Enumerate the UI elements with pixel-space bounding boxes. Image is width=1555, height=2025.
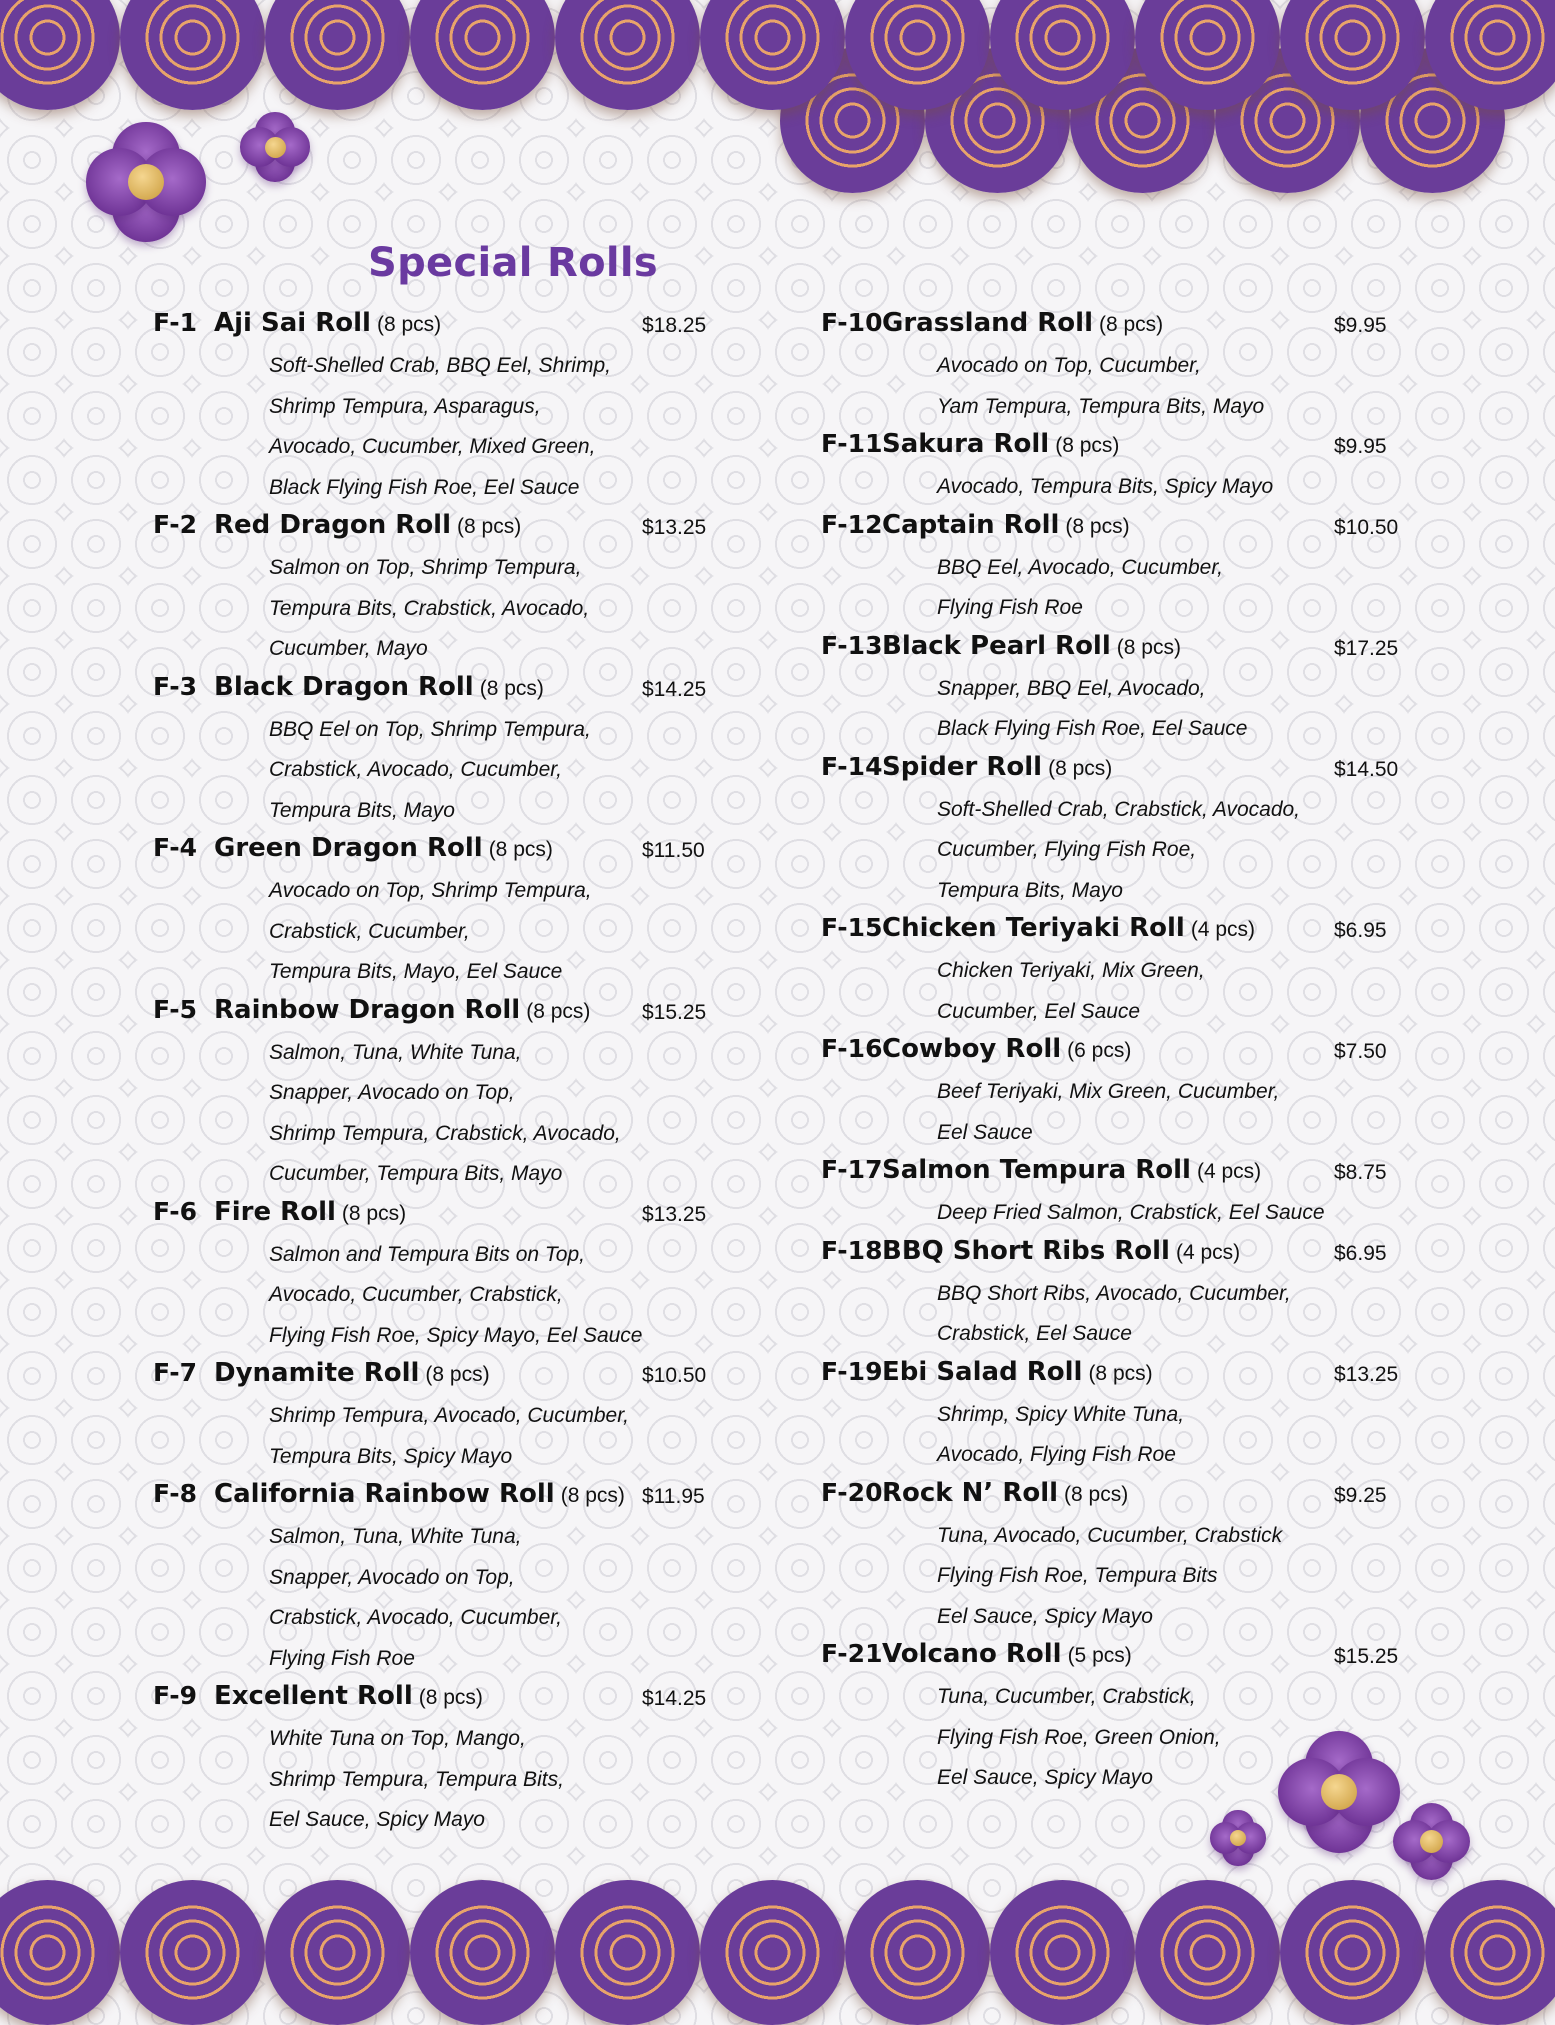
item-code: F-19 [821, 1356, 883, 1386]
item-price: $9.95 [1334, 314, 1387, 337]
item-description [269, 710, 713, 832]
description-line: Snapper, Avocado on Top, [269, 1565, 515, 1589]
item-name-text: Volcano Roll [882, 1639, 1062, 1669]
item-name-text: Cowboy Roll [882, 1034, 1062, 1064]
menu-item [821, 306, 1411, 427]
item-description [937, 1677, 1411, 1799]
item-pieces: (8 pcs) [560, 1484, 625, 1507]
menu-item-header [153, 993, 713, 1033]
item-price: $10.50 [1334, 515, 1399, 539]
item-name-text: Chicken Teriyaki Roll [882, 913, 1185, 943]
item-pieces: (8 pcs) [526, 999, 591, 1023]
description-line: Crabstick, Avocado, Cucumber, [269, 758, 562, 781]
item-description [269, 346, 713, 508]
item-code: F-7 [153, 1358, 198, 1387]
item-description [937, 1193, 1411, 1234]
item-price: $13.25 [642, 1202, 707, 1226]
description-line: Snapper, Avocado on Top, [269, 1081, 515, 1104]
menu-item [153, 831, 713, 993]
item-code: F-1 [153, 308, 198, 337]
item-code: F-20 [821, 1477, 883, 1507]
item-name [214, 990, 590, 1032]
description-line: Cucumber, Mayo [269, 637, 428, 660]
item-name-text: Salmon Tempura Roll [882, 1155, 1191, 1185]
menu-item-header [153, 670, 713, 710]
item-price: $14.25 [642, 677, 707, 701]
menu-item-header [821, 1355, 1411, 1395]
description-line: Eel Sauce, Spicy Mayo [269, 1808, 485, 1831]
item-name [214, 1192, 406, 1234]
item-code: F-18 [821, 1235, 883, 1265]
description-line: Crabstick, Cucumber, [269, 919, 470, 943]
item-code: F-6 [153, 1196, 198, 1226]
item-name-text: California Rainbow Roll [214, 1479, 555, 1509]
concentric-circle-icon [265, 1880, 410, 2025]
menu-item-header [821, 508, 1411, 548]
item-name [214, 828, 553, 870]
item-pieces: (4 pcs) [1196, 1160, 1262, 1183]
menu-item [821, 1355, 1411, 1476]
description-line: Soft-Shelled Crab, Crabstick, Avocado, [937, 797, 1301, 821]
item-name-text: Spider Roll [882, 751, 1043, 782]
item-name [214, 303, 441, 345]
item-price: $11.95 [642, 1485, 705, 1508]
description-line: BBQ Eel, Avocado, Cucumber, [937, 555, 1223, 579]
item-description [937, 669, 1411, 750]
description-line: Yam Tempura, Tempura Bits, Mayo [937, 394, 1265, 418]
concentric-circle-icon [700, 1880, 845, 2025]
item-name [214, 667, 544, 709]
description-line: Avocado, Flying Fish Roe [937, 1443, 1176, 1466]
item-pieces: (4 pcs) [1190, 918, 1255, 941]
item-description [937, 1274, 1411, 1355]
item-pieces: (6 pcs) [1067, 1039, 1132, 1062]
menu-item [153, 993, 713, 1195]
menu-item [821, 1476, 1411, 1638]
menu-item [153, 306, 713, 508]
item-code: F-16 [821, 1034, 883, 1063]
description-line: Chicken Teriyaki, Mix Green, [937, 959, 1205, 982]
description-line: White Tuna on Top, Mango, [269, 1727, 526, 1750]
item-description [269, 548, 713, 670]
description-line: Deep Fried Salmon, Crabstick, Eel Sauce [937, 1201, 1325, 1224]
item-price: $17.25 [1334, 636, 1399, 660]
item-price: $6.95 [1334, 1241, 1387, 1265]
item-name [882, 505, 1130, 547]
description-line: Cucumber, Tempura Bits, Mayo [269, 1162, 563, 1185]
item-price: $14.25 [642, 1687, 707, 1710]
description-line: Beef Teriyaki, Mix Green, Cucumber, [937, 1080, 1280, 1103]
item-code: F-8 [153, 1479, 198, 1508]
item-name [214, 1474, 625, 1516]
item-pieces: (8 pcs) [341, 1201, 407, 1225]
item-pieces: (8 pcs) [1048, 756, 1113, 780]
description-line: Avocado, Tempura Bits, Spicy Mayo [937, 475, 1274, 498]
item-code: F-5 [153, 994, 198, 1024]
menu-item-header [153, 508, 713, 548]
item-description [269, 1033, 713, 1195]
description-line: Salmon and Tempura Bits on Top, [269, 1242, 585, 1266]
item-code: F-15 [821, 913, 883, 942]
item-pieces: (8 pcs) [376, 313, 442, 336]
menu-item [821, 1637, 1411, 1799]
description-line: Crabstick, Eel Sauce [937, 1322, 1132, 1345]
item-description [269, 1719, 713, 1841]
item-name [882, 424, 1119, 466]
menu-item-header [153, 1356, 713, 1396]
description-line: Eel Sauce, Spicy Mayo [937, 1604, 1153, 1628]
menu-item [153, 1356, 713, 1477]
description-line: Cucumber, Eel Sauce [937, 999, 1141, 1023]
menu-item-header [821, 911, 1411, 951]
item-name [214, 505, 521, 547]
item-description [937, 1395, 1411, 1476]
menu-item-header [821, 1234, 1411, 1274]
menu-item [153, 508, 713, 670]
item-code: F-11 [821, 429, 883, 458]
item-name-text: Sakura Roll [882, 429, 1050, 459]
menu-item-header [153, 1477, 713, 1517]
item-name-text: Fire Roll [214, 1196, 336, 1227]
item-name [882, 1473, 1128, 1515]
description-line: Shrimp, Spicy White Tuna, [937, 1402, 1185, 1426]
item-pieces: (8 pcs) [488, 838, 553, 861]
description-line: Shrimp Tempura, Crabstick, Avocado, [269, 1121, 621, 1145]
menu-item [821, 750, 1411, 912]
concentric-circle-icon [555, 0, 700, 110]
item-price: $14.50 [1334, 757, 1399, 781]
menu-column-right [821, 306, 1411, 1799]
menu-item [153, 1679, 713, 1841]
item-name-text: Rock N’ Roll [882, 1477, 1059, 1508]
item-code: F-17 [821, 1155, 883, 1184]
item-price: $18.25 [642, 314, 707, 337]
item-name-text: Black Pearl Roll [882, 630, 1111, 661]
item-name [882, 1150, 1261, 1192]
description-line: BBQ Short Ribs, Avocado, Cucumber, [937, 1281, 1291, 1305]
concentric-circle-icon [990, 1880, 1135, 2025]
item-name-text: Dynamite Roll [214, 1358, 420, 1388]
menu-item [153, 1195, 713, 1357]
item-name-text: BBQ Short Ribs Roll [882, 1235, 1170, 1266]
description-line: Flying Fish Roe [937, 596, 1083, 619]
concentric-circle-icon [410, 1880, 555, 2025]
description-line: Shrimp Tempura, Tempura Bits, [269, 1767, 564, 1791]
item-pieces: (8 pcs) [1065, 514, 1130, 538]
item-pieces: (8 pcs) [1055, 434, 1120, 457]
item-pieces: (5 pcs) [1067, 1644, 1132, 1667]
menu-item-header [821, 306, 1411, 346]
menu-item [821, 1234, 1411, 1355]
description-line: Cucumber, Flying Fish Roe, [937, 838, 1197, 861]
description-line: Tempura Bits, Crabstick, Avocado, [269, 596, 590, 620]
item-name [214, 1353, 490, 1395]
description-line: Avocado on Top, Cucumber, [937, 354, 1201, 377]
description-line: Flying Fish Roe, Tempura Bits [937, 1564, 1218, 1587]
item-name-text: Green Dragon Roll [214, 833, 483, 863]
concentric-circle-icon [0, 1880, 120, 2025]
item-description [937, 467, 1411, 508]
menu-item [821, 629, 1411, 750]
item-description [269, 871, 713, 993]
flower-icon [1210, 1810, 1266, 1866]
description-line: Tuna, Avocado, Cucumber, Crabstick [937, 1523, 1283, 1547]
item-pieces: (8 pcs) [425, 1363, 490, 1386]
menu-item [153, 1477, 713, 1679]
menu-item-header [821, 427, 1411, 467]
description-line: Salmon, Tuna, White Tuna, [269, 1525, 522, 1548]
item-code: F-9 [153, 1681, 198, 1710]
description-line: Snapper, BBQ Eel, Avocado, [937, 676, 1206, 700]
item-price: $6.95 [1334, 919, 1387, 942]
item-price: $15.25 [1334, 1645, 1399, 1668]
menu-item-header [153, 1679, 713, 1719]
item-description [937, 346, 1411, 427]
concentric-circle-icon [120, 1880, 265, 2025]
item-code: F-4 [153, 833, 198, 862]
concentric-circle-icon [1135, 1880, 1280, 2025]
concentric-circle-icon [0, 0, 120, 110]
item-pieces: (8 pcs) [457, 515, 522, 538]
description-line: Flying Fish Roe [269, 1646, 415, 1670]
item-description [269, 1396, 713, 1477]
item-name [882, 1634, 1132, 1676]
item-price: $8.75 [1334, 1161, 1387, 1184]
item-price: $13.25 [642, 516, 707, 539]
item-name-text: Excellent Roll [214, 1681, 413, 1711]
description-line: Avocado, Cucumber, Mixed Green, [269, 435, 596, 458]
menu-item-header [821, 1153, 1411, 1193]
menu-column-left [153, 306, 713, 1841]
description-line: Flying Fish Roe, Spicy Mayo, Eel Sauce [269, 1323, 643, 1347]
item-code: F-21 [821, 1639, 883, 1668]
item-name [882, 1352, 1153, 1394]
menu-item-header [821, 750, 1411, 790]
description-line: Black Flying Fish Roe, Eel Sauce [269, 475, 580, 499]
item-code: F-12 [821, 509, 883, 539]
menu-item [821, 911, 1411, 1032]
description-line: Crabstick, Avocado, Cucumber, [269, 1606, 562, 1629]
item-name-text: Rainbow Dragon Roll [214, 994, 521, 1025]
item-price: $11.50 [642, 839, 705, 862]
description-line: Eel Sauce, Spicy Mayo [937, 1766, 1153, 1789]
flower-icon [240, 112, 310, 182]
menu-item-header [821, 629, 1411, 669]
concentric-circle-icon [1280, 1880, 1425, 2025]
description-line: Tempura Bits, Spicy Mayo [269, 1444, 513, 1468]
item-name-text: Grassland Roll [882, 308, 1093, 338]
menu-item-header [821, 1476, 1411, 1516]
item-description [937, 951, 1411, 1032]
item-description [269, 1517, 713, 1679]
item-pieces: (8 pcs) [418, 1686, 483, 1709]
item-code: F-14 [821, 751, 883, 781]
description-line: Soft-Shelled Crab, BBQ Eel, Shrimp, [269, 354, 611, 377]
item-price: $9.25 [1334, 1483, 1387, 1507]
menu-item [153, 670, 713, 832]
menu-item-header [821, 1637, 1411, 1677]
concentric-circle-icon [120, 0, 265, 110]
item-name-text: Ebi Salad Roll [882, 1356, 1083, 1387]
menu-item-header [153, 306, 713, 346]
description-line: Tempura Bits, Mayo, Eel Sauce [269, 960, 563, 983]
item-pieces: (8 pcs) [479, 676, 544, 700]
item-pieces: (4 pcs) [1175, 1240, 1241, 1264]
item-description [937, 548, 1411, 629]
description-line: Flying Fish Roe, Green Onion, [937, 1725, 1221, 1749]
item-description [937, 1072, 1411, 1153]
item-price: $15.25 [642, 1000, 707, 1024]
item-name [882, 1029, 1131, 1071]
item-price: $10.50 [642, 1364, 707, 1387]
menu-item [821, 508, 1411, 629]
item-pieces: (8 pcs) [1088, 1361, 1153, 1385]
page-title: Special Rolls [368, 240, 659, 286]
item-name-text: Black Dragon Roll [214, 671, 474, 702]
concentric-circle-icon [410, 0, 555, 110]
item-description [937, 790, 1411, 912]
item-name-text: Captain Roll [882, 509, 1060, 540]
item-name [882, 747, 1112, 789]
description-line: Salmon, Tuna, White Tuna, [269, 1040, 522, 1064]
item-description [269, 1235, 713, 1357]
item-name-text: Aji Sai Roll [214, 308, 371, 338]
item-pieces: (8 pcs) [1116, 635, 1181, 659]
item-name [882, 1231, 1240, 1273]
item-code: F-3 [153, 671, 198, 701]
item-name [882, 303, 1163, 345]
description-line: Tuna, Cucumber, Crabstick, [937, 1685, 1196, 1708]
item-name [214, 1676, 483, 1718]
item-name [882, 626, 1181, 668]
description-line: Eel Sauce [937, 1120, 1033, 1144]
concentric-circle-icon [845, 1880, 990, 2025]
concentric-circle-icon [265, 0, 410, 110]
item-price: $9.95 [1334, 435, 1387, 458]
item-price: $13.25 [1334, 1362, 1399, 1386]
description-line: Black Flying Fish Roe, Eel Sauce [937, 717, 1248, 740]
item-description [937, 1516, 1411, 1638]
flower-icon [86, 122, 206, 242]
description-line: Shrimp Tempura, Avocado, Cucumber, [269, 1404, 629, 1427]
menu-item [821, 427, 1411, 508]
menu-item-header [153, 831, 713, 871]
description-line: Avocado on Top, Shrimp Tempura, [269, 879, 592, 902]
menu-item-header [153, 1195, 713, 1235]
description-line: Shrimp Tempura, Asparagus, [269, 394, 541, 418]
item-price: $7.50 [1334, 1040, 1387, 1063]
flower-icon [1393, 1803, 1470, 1880]
description-line: Salmon on Top, Shrimp Tempura, [269, 556, 582, 579]
menu-item-header [821, 1032, 1411, 1072]
item-name-text: Red Dragon Roll [214, 510, 452, 540]
item-code: F-13 [821, 630, 883, 660]
description-line: Avocado, Cucumber, Crabstick, [269, 1283, 563, 1306]
description-line: Tempura Bits, Mayo [937, 878, 1123, 902]
concentric-circle-icon [1425, 1880, 1555, 2025]
menu-item [821, 1153, 1411, 1234]
concentric-circle-icon [555, 1880, 700, 2025]
description-line: BBQ Eel on Top, Shrimp Tempura, [269, 717, 591, 741]
item-code: F-10 [821, 308, 883, 337]
menu-item [821, 1032, 1411, 1153]
description-line: Tempura Bits, Mayo [269, 798, 455, 822]
item-pieces: (8 pcs) [1099, 313, 1164, 336]
item-code: F-2 [153, 510, 198, 539]
item-name [882, 908, 1255, 950]
item-pieces: (8 pcs) [1064, 1482, 1129, 1506]
